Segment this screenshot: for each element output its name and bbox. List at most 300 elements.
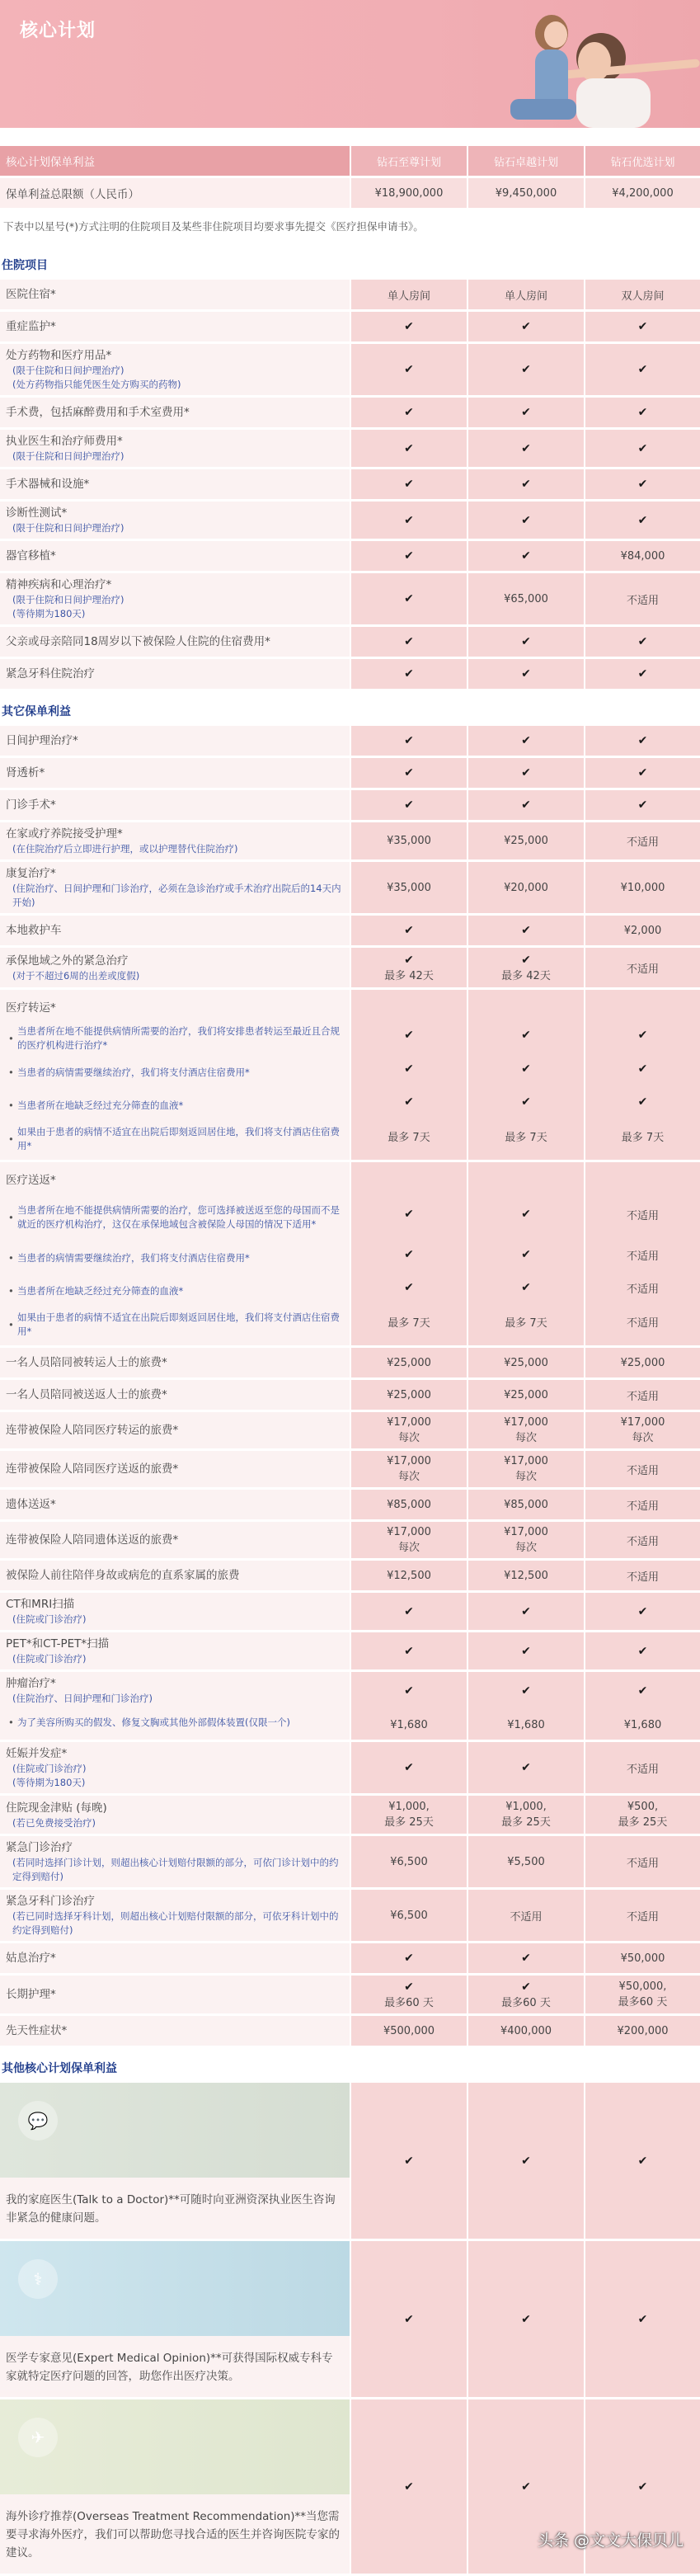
benefit-label-cell [0, 948, 350, 987]
plan-value-cell [468, 1522, 584, 1558]
table-row [0, 790, 700, 820]
value-text: ¥35,000 [387, 835, 431, 847]
bullet-item: • 如果由于患者的病情不适宜在出院后即刻返回居住地，我们将支付酒店住宿费用* [6, 1307, 345, 1342]
benefit-label-cell [0, 990, 350, 1160]
check-icon: ✔ [637, 1029, 648, 1042]
table-row [0, 469, 700, 499]
check-icon: ✔ [521, 953, 531, 967]
table-row [0, 862, 700, 913]
bullet-value [468, 1304, 584, 1339]
check-icon: ✔ [521, 406, 531, 419]
value-text: 最多60 天 [501, 1996, 551, 2009]
benefit-subnote: (限于住院和日间护理治疗) [12, 365, 124, 376]
bullet-value [351, 1238, 467, 1271]
check-icon: ✔ [637, 478, 648, 491]
plan-value-cell [468, 1890, 584, 1941]
plan-value-cell [468, 469, 584, 499]
benefit-subnote: (在住院治疗后立即进行护理，或以护理替代住院治疗) [12, 843, 238, 855]
benefit-label: 器官移植* [6, 549, 56, 563]
value-text: ¥17,000 [387, 1526, 431, 1538]
benefit-label: 康复治疗* [6, 867, 56, 880]
check-icon: ✔ [521, 1761, 531, 1774]
benefit-label: 处方药物和医疗用品* [6, 349, 112, 362]
benefit-label: 住院现金津贴 (每晚) [6, 1801, 107, 1815]
check-icon: ✔ [404, 1644, 414, 1658]
check-icon: ✔ [404, 1952, 414, 1965]
plan-value-cell [351, 1836, 467, 1887]
benefit-subnote: (限于住院和日间护理治疗) [12, 594, 124, 605]
total-limit-row [0, 178, 700, 208]
plan-value-cell [585, 822, 700, 859]
plan-value-cell [585, 948, 700, 987]
check-icon: ✔ [637, 667, 648, 680]
value-text: ¥6,500 [390, 1855, 428, 1868]
section-title-extra: 其他核心计划保单利益 [2, 2062, 117, 2075]
benefit-subnote: (住院治疗、日间护理和门诊治疗) [12, 1693, 153, 1704]
plan-value-cell [585, 469, 700, 499]
benefit-label-cell [0, 1943, 350, 1973]
plan-value-cell [468, 2016, 584, 2046]
benefit-subnote: (等待期为180天) [12, 1777, 86, 1788]
check-icon: ✔ [404, 953, 414, 967]
bullet-value [351, 1018, 467, 1053]
table-row [0, 573, 700, 624]
value-text: 最多60 天 [618, 1996, 668, 2009]
plan-value-cell [585, 541, 700, 571]
header-benefit-label: 核心计划保单利益 [0, 146, 350, 176]
check-icon: ✔ [521, 1980, 531, 1994]
mother-child-photo [411, 0, 700, 128]
bullet-value [585, 1304, 700, 1339]
check-icon: ✔ [404, 320, 414, 333]
value-text: ¥500, [627, 1801, 659, 1813]
bullet-item: • 当患者所在地缺乏经过充分筛查的血液* [6, 1089, 345, 1122]
check-icon: ✔ [404, 1604, 414, 1618]
benefit-label: 紧急牙科住院治疗 [6, 667, 95, 680]
benefit-label: 紧急牙科门诊治疗 [6, 1895, 95, 1908]
value-text: ¥17,000 [504, 1526, 548, 1538]
plan-value-cell [351, 790, 467, 820]
value-text: 最多 7天 [388, 1131, 430, 1144]
check-icon: ✔ [404, 592, 414, 605]
plan-value-cell [585, 1522, 700, 1558]
plan-value-cell [351, 280, 467, 309]
check-icon: ✔ [521, 1208, 531, 1221]
benefit-subnote: (住院或门诊治疗) [12, 1613, 87, 1625]
plan-value-cell [468, 990, 584, 1160]
benefit-subnote: (限于住院和日间护理治疗) [12, 522, 124, 534]
benefit-label-cell [0, 1796, 350, 1834]
benefit-label: 父亲或母亲陪同18周岁以下被保险人住院的住宿费用* [6, 635, 270, 648]
plan-value-cell [468, 1593, 584, 1630]
bullet-value [468, 1018, 584, 1053]
check-icon: ✔ [521, 478, 531, 491]
hero-banner [0, 0, 700, 128]
value-text: ¥17,000 [504, 1416, 548, 1429]
other-benefits-section [0, 691, 700, 2046]
check-icon: ✔ [521, 1062, 531, 1076]
table-row [0, 1380, 700, 1410]
total-limit-excellence: ¥9,450,000 [468, 178, 584, 208]
check-icon: ✔ [404, 2479, 414, 2494]
bullet-value [351, 1271, 467, 1304]
plan-value-cell [585, 990, 700, 1160]
value-text: 最多 7天 [505, 1316, 547, 1330]
plan-value-cell [468, 2083, 584, 2239]
plan-value-cell [468, 1451, 584, 1487]
value-text: 最多 42天 [501, 969, 551, 982]
check-icon: ✔ [521, 1248, 531, 1261]
plan-value-cell [585, 1380, 700, 1410]
check-icon: ✔ [637, 2154, 648, 2168]
value-text: ¥65,000 [504, 592, 548, 605]
benefit-label: 被保险人前往陪伴身故或病危的直系家属的旅费 [6, 1569, 240, 1582]
bullet-value [468, 1085, 584, 1118]
benefit-label: 先天性症状* [6, 2024, 68, 2037]
benefit-label: 承保地域之外的紧急治疗 [6, 954, 129, 968]
value-text: ¥85,000 [387, 1498, 431, 1511]
benefit-label-cell [0, 659, 350, 689]
plan-value-cell [351, 659, 467, 689]
benefit-label-cell [0, 916, 350, 945]
benefit-label-cell [0, 1162, 350, 1345]
benefit-label-cell [0, 1976, 350, 2013]
value-text: ¥17,000 [504, 1455, 548, 1467]
value-text: ¥500,000 [383, 2024, 435, 2037]
bullet-item: • 当患者所在地缺乏经过充分筛查的血液* [6, 1274, 345, 1307]
plan-value-cell [468, 573, 584, 624]
chat-icon: 💬 [18, 2101, 58, 2140]
plan-value-cell [351, 1412, 467, 1448]
plan-value-cell [351, 1943, 467, 1973]
table-row [0, 1943, 700, 1973]
benefit-label-cell [0, 2399, 350, 2574]
check-icon: ✔ [404, 766, 414, 779]
plan-value-cell [351, 1348, 467, 1377]
benefit-label-cell [0, 1632, 350, 1669]
plan-value-cell [585, 1348, 700, 1377]
benefit-label: 连带被保险人陪同医疗转运的旅费* [6, 1424, 179, 1437]
value-text: 不适用 [510, 1910, 543, 1924]
table-row [0, 822, 700, 859]
oncology-value [468, 1672, 584, 1710]
benefit-label-cell [0, 573, 350, 624]
oncology-bullet-value [585, 1710, 700, 1740]
table-row [0, 312, 700, 341]
value-text: 不适用 [626, 1283, 659, 1296]
bullet-value [585, 1271, 700, 1304]
benefit-subnote: (住院或门诊治疗) [12, 1763, 87, 1774]
plan-value-cell [351, 726, 467, 756]
section-title-inpatient: 住院项目 [2, 259, 48, 272]
table-row [0, 1796, 700, 1834]
plan-value-cell [585, 1742, 700, 1793]
benefit-label-cell [0, 1593, 350, 1630]
plan-value-cell [468, 1836, 584, 1887]
oncology-row [0, 1672, 700, 1740]
plan-value-cell [585, 398, 700, 427]
benefit-label-cell [0, 1522, 350, 1558]
bullet-item: • 当患者所在地不能提供病情所需要的治疗，您可选择被送返至您的母国而不是就近的医疗机构治疗，这仅在承保地域包含被保险人母国的情况下适用* [6, 1194, 345, 1241]
benefit-label: PET*和CT-PET*扫描 [6, 1637, 110, 1651]
check-icon: ✔ [637, 2479, 648, 2494]
value-text: ¥50,000 [620, 1952, 665, 1965]
group-row [0, 1162, 700, 1345]
value-text: 最多 25天 [501, 1816, 551, 1829]
bullet-value [351, 1053, 467, 1085]
value-text: ¥25,000 [387, 1388, 431, 1401]
check-icon: ✔ [404, 1761, 414, 1774]
plan-value-cell [585, 1976, 700, 2013]
plan-value-cell [585, 430, 700, 467]
bullet-item: • 当患者所在地不能提供病情所需要的治疗，我们将安排患者转运至最近且合规的医疗机构进行治疗* [6, 1021, 345, 1056]
value-text: 最多 7天 [388, 1316, 430, 1330]
plan-value-cell [351, 1632, 467, 1669]
table-row [0, 627, 700, 657]
check-icon: ✔ [637, 1095, 648, 1109]
plan-value-cell [585, 1412, 700, 1448]
value-text: 每次 [632, 1432, 654, 1444]
plan-value-cell [351, 1561, 467, 1590]
plan-value-cell [351, 312, 467, 341]
benefit-label-cell [0, 2016, 350, 2046]
bullet-item: • 如果由于患者的病情不适宜在出院后即刻返回居住地，我们将支付酒店住宿费用* [6, 1122, 345, 1156]
benefit-label-cell [0, 1490, 350, 1519]
value-text: 不适用 [626, 1763, 659, 1776]
benefit-label-cell [0, 758, 350, 788]
benefit-label: 门诊手术* [6, 798, 56, 812]
plan-value-cell [585, 1561, 700, 1590]
table-row [0, 1490, 700, 1519]
section-title-other: 其它保单利益 [2, 705, 71, 718]
check-icon: ✔ [404, 1980, 414, 1994]
table-row [0, 1593, 700, 1630]
value-text: ¥35,000 [387, 881, 431, 894]
promo-photo [0, 2241, 350, 2336]
check-icon: ✔ [404, 734, 414, 747]
check-icon: ✔ [521, 734, 531, 747]
check-icon: ✔ [404, 798, 414, 812]
preauth-note: 下表中以星号(*)方式注明的住院项目及某些非住院项目均要求事先提交《医疗担保申请书》。 [3, 220, 424, 233]
value-text: 双人房间 [621, 290, 665, 303]
check-icon: ✔ [404, 1208, 414, 1221]
value-text: ¥25,000 [504, 835, 548, 847]
value-text: 不适用 [626, 1464, 659, 1477]
table-row [0, 398, 700, 427]
plan-value-cell [351, 1890, 467, 1941]
table-header-row [0, 146, 700, 176]
check-icon: ✔ [404, 363, 414, 376]
plan-value-cell [585, 1632, 700, 1669]
benefit-label-cell [0, 541, 350, 571]
plan-value-cell [468, 1490, 584, 1519]
check-icon: ✔ [404, 478, 414, 491]
plan-value-cell [351, 1976, 467, 2013]
plan-value-cell [351, 430, 467, 467]
total-limit-label: 保单利益总限额（人民币） [0, 178, 350, 208]
bullet-value [585, 1018, 700, 1053]
watermark: 头条 @文文大保贝儿 [537, 2531, 684, 2550]
benefit-label: 妊娠并发症* [6, 1747, 68, 1760]
benefit-label-cell [0, 1451, 350, 1487]
plan-value-cell [585, 862, 700, 913]
table-row [0, 344, 700, 395]
value-text: ¥2,000 [623, 924, 662, 937]
check-icon: ✔ [404, 1281, 414, 1294]
table-row [0, 1522, 700, 1558]
value-text: 不适用 [626, 836, 659, 849]
check-icon: ✔ [637, 635, 648, 648]
check-icon: ✔ [404, 1684, 414, 1698]
page-title: 核心计划 [20, 21, 96, 41]
benefit-label: 医疗送返* [6, 1174, 56, 1187]
plan-value-cell [468, 430, 584, 467]
extra-benefits-section [0, 2048, 700, 2574]
bullet-value [585, 1190, 700, 1238]
plan-value-cell [468, 1561, 584, 1590]
check-icon: ✔ [521, 924, 531, 937]
check-icon: ✔ [404, 1062, 414, 1076]
plan-value-cell [585, 758, 700, 788]
plan-value-cell [351, 1672, 467, 1740]
plan-value-cell [351, 1162, 467, 1345]
benefit-label: 日间护理治疗* [6, 734, 78, 747]
benefit-label-cell [0, 1412, 350, 1448]
extra-benefit-row [0, 2241, 700, 2397]
bullet-value [351, 1304, 467, 1339]
check-icon: ✔ [637, 766, 648, 779]
plan-value-cell [585, 2241, 700, 2397]
benefit-label: 手术器械和设施* [6, 478, 90, 491]
check-icon: ✔ [404, 667, 414, 680]
plan-value-cell [585, 1593, 700, 1630]
total-limit-supreme: ¥18,900,000 [351, 178, 467, 208]
value-text: 最多 25天 [384, 1816, 434, 1829]
value-text: ¥200,000 [617, 2024, 669, 2037]
table-row [0, 726, 700, 756]
check-icon: ✔ [521, 441, 531, 455]
bullet-value [585, 1238, 700, 1271]
plan-value-cell [585, 573, 700, 624]
value-text: 每次 [514, 1542, 537, 1554]
check-icon: ✔ [521, 766, 531, 779]
benefit-subnote: (若同时选择门诊计划，则超出核心计划赔付限额的部分，可依门诊计划中的约定得到赔付) [12, 1857, 339, 1882]
bullet-value [351, 1190, 467, 1238]
check-icon: ✔ [521, 320, 531, 333]
value-text: ¥400,000 [500, 2024, 552, 2037]
plan-value-cell [585, 726, 700, 756]
check-icon: ✔ [404, 1095, 414, 1109]
plan-value-cell [468, 2241, 584, 2397]
benefit-label: 手术费，包括麻醉费用和手术室费用* [6, 406, 190, 419]
promo-photo [0, 2399, 350, 2494]
plan-value-cell [468, 502, 584, 539]
bullet-item: • 当患者的病情需要继续治疗，我们将支付酒店住宿费用* [6, 1241, 345, 1274]
bullet-value [351, 1118, 467, 1153]
plan-value-cell [585, 1672, 700, 1740]
check-icon: ✔ [521, 798, 531, 812]
check-icon: ✔ [637, 406, 648, 419]
table-row [0, 1976, 700, 2013]
benefit-subnote: (若已免费接受治疗) [12, 1816, 96, 1829]
check-icon: ✔ [521, 2479, 531, 2494]
plan-value-cell [351, 1522, 467, 1558]
plan-value-cell [585, 916, 700, 945]
benefit-subnote: (对于不超过6周的出差或度假) [12, 969, 140, 982]
benefit-label: 医疗转运* [6, 1001, 56, 1015]
extra-benefit-text: 医学专家意见(Expert Medical Opinion)**可获得国际权威专科专家就特定医疗问题的回答，助您作出医疗决策。 [6, 2352, 333, 2383]
check-icon: ✔ [404, 513, 414, 527]
plan-value-cell [468, 1672, 584, 1740]
plan-header-select: 钻石优选计划 [585, 146, 700, 176]
value-text: ¥84,000 [620, 549, 665, 563]
benefit-label-cell [0, 312, 350, 341]
plan-value-cell [468, 758, 584, 788]
check-icon: ✔ [637, 513, 648, 527]
bullet-item: • 为了美容所购买的假发、修复文胸或其他外部假体装置(仅限一个) [6, 1706, 345, 1735]
plan-value-cell [468, 312, 584, 341]
bullet-value [468, 1238, 584, 1271]
plan-value-cell [468, 726, 584, 756]
plan-value-cell [351, 1490, 467, 1519]
group-row [0, 990, 700, 1160]
plan-header-supreme: 钻石至尊计划 [351, 146, 467, 176]
value-text: ¥1,680 [390, 1718, 428, 1731]
value-text: 不适用 [626, 1209, 659, 1222]
plan-value-cell [468, 1348, 584, 1377]
plan-value-cell [351, 758, 467, 788]
table-row [0, 659, 700, 689]
benefit-label-cell [0, 398, 350, 427]
benefit-label: 诊断性测试* [6, 506, 68, 520]
benefit-label: 紧急门诊治疗 [6, 1841, 73, 1854]
plan-value-cell [585, 1796, 700, 1834]
value-text: 不适用 [626, 1390, 659, 1403]
plan-value-cell [468, 541, 584, 571]
plan-value-cell [468, 1632, 584, 1669]
value-text: ¥1,680 [623, 1718, 662, 1731]
plan-value-cell [351, 1796, 467, 1834]
check-icon: ✔ [637, 320, 648, 333]
value-text: 最多 7天 [621, 1131, 665, 1144]
bullet-value [585, 1085, 700, 1118]
plan-value-cell [351, 573, 467, 624]
plan-value-cell [468, 1943, 584, 1973]
value-text: 每次 [397, 1542, 420, 1554]
table-row [0, 2016, 700, 2046]
value-text: ¥12,500 [504, 1569, 548, 1582]
benefit-label: 连带被保险人陪同遗体送返的旅费* [6, 1533, 179, 1547]
bullet-value [585, 1118, 700, 1153]
check-icon: ✔ [521, 1281, 531, 1294]
check-icon: ✔ [637, 734, 648, 747]
benefit-label: 执业医生和治疗师费用* [6, 435, 123, 448]
plan-value-cell [351, 862, 467, 913]
benefit-label-cell [0, 2083, 350, 2239]
benefit-label-cell [0, 1672, 350, 1740]
benefit-subnote: (住院治疗、日间护理和门诊治疗，必须在急诊治疗或手术治疗出院后的14天内开始) [12, 883, 341, 908]
value-text: ¥1,000, [505, 1801, 547, 1813]
benefit-label-cell [0, 2241, 350, 2397]
plan-value-cell [468, 948, 584, 987]
check-icon: ✔ [521, 1952, 531, 1965]
benefit-label-cell [0, 344, 350, 395]
value-text: 不适用 [626, 594, 659, 607]
extra-benefit-text: 海外诊疗推荐(Overseas Treatment Recommendation)**当您需要寻求海外医疗，我们可以帮助您寻找合适的医生并咨询医院专家的建议。 [6, 2510, 340, 2560]
table-row [0, 1836, 700, 1887]
plan-value-cell [585, 1451, 700, 1487]
oncology-value [351, 1672, 467, 1710]
